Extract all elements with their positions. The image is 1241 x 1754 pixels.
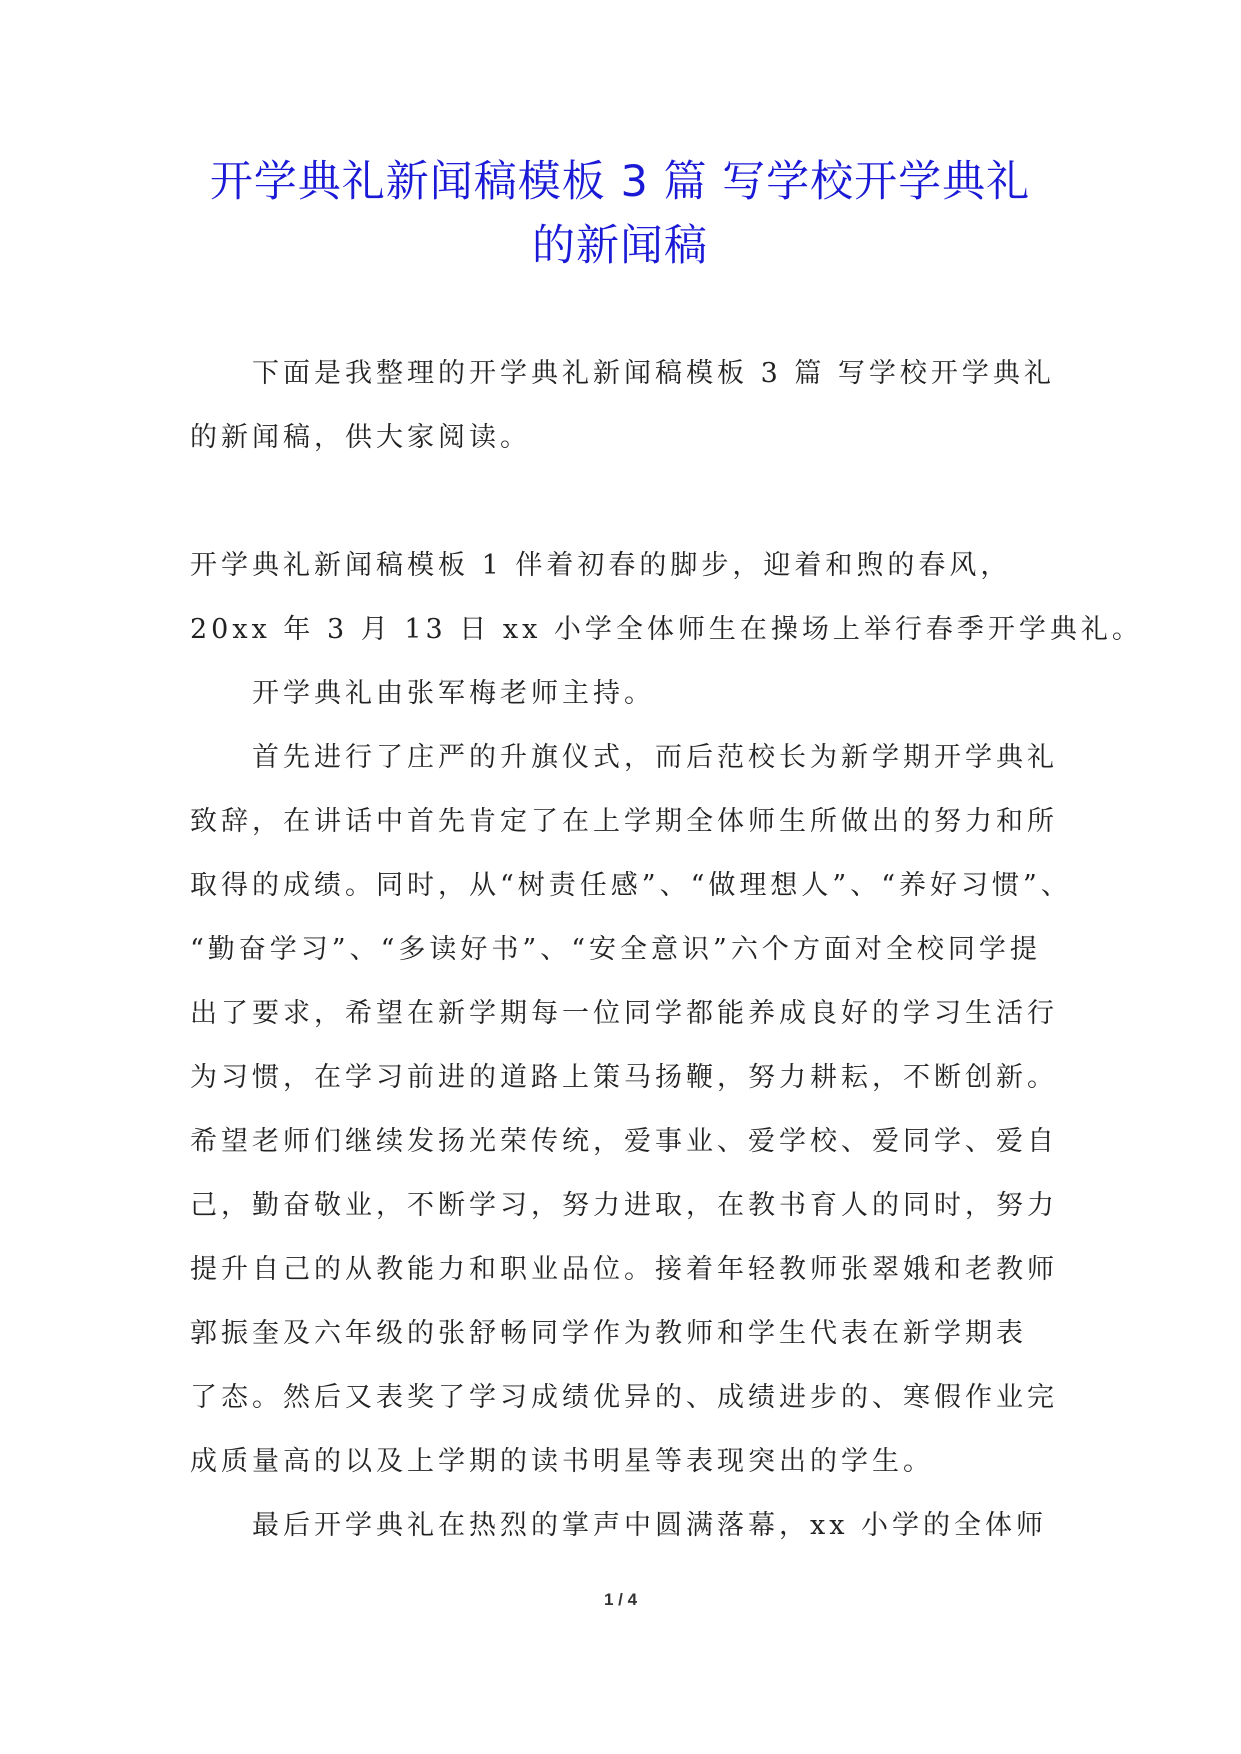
article-body — [190, 534, 1143, 1558]
document-title — [150, 150, 1090, 278]
intro-line: 下面是我整理的开学典礼新闻稿模板 3 篇 写学校开学典礼 — [252, 358, 1055, 389]
title-line-1: 开学典礼新闻稿模板 3 篇 写学校开学典礼 — [209, 157, 1031, 207]
body-line: 首先进行了庄严的升旗仪式，而后范校长为新学期开学典礼 — [252, 742, 1058, 773]
intro-paragraph — [190, 342, 1060, 470]
body-line: 了态。然后又表奖了学习成绩优异的、成绩进步的、寒假作业完 — [190, 1382, 1058, 1413]
body-line: 致辞，在讲话中首先肯定了在上学期全体师生所做出的努力和所 — [190, 806, 1058, 837]
intro-line: 的新闻稿，供大家阅读。 — [190, 422, 531, 453]
body-line: 希望老师们继续发扬光荣传统，爱事业、爱学校、爱同学、爱自 — [190, 1126, 1058, 1157]
body-line: 最后开学典礼在热烈的掌声中圆满落幕，xx 小学的全体师 — [252, 1510, 1048, 1541]
body-line: 开学典礼由张军梅老师主持。 — [252, 678, 655, 709]
body-line: 郭振奎及六年级的张舒畅同学作为教师和学生代表在新学期表 — [190, 1318, 1027, 1349]
body-line: 20xx 年 3 月 13 日 xx 小学全体师生在操场上举行春季开学典礼。 — [190, 614, 1143, 645]
body-line: “勤奋学习”、“多读好书”、“安全意识”六个方面对全校同学提 — [190, 934, 1041, 965]
body-line: 提升自己的从教能力和职业品位。接着年轻教师张翠娥和老教师 — [190, 1254, 1058, 1285]
page-number: 1 / 4 — [603, 1590, 638, 1609]
body-line: 成质量高的以及上学期的读书明星等表现突出的学生。 — [190, 1446, 934, 1477]
body-line: 己，勤奋敬业，不断学习，努力进取，在教书育人的同时，努力 — [190, 1190, 1058, 1221]
body-line: 为习惯，在学习前进的道路上策马扬鞭，努力耕耘，不断创新。 — [190, 1062, 1058, 1093]
body-line: 取得的成绩。同时，从“树责任感”、“做理想人”、“养好习惯”、 — [190, 870, 1072, 901]
title-line-2: 的新闻稿 — [532, 221, 708, 271]
body-line: 开学典礼新闻稿模板 1 伴着初春的脚步，迎着和煦的春风， — [190, 550, 1012, 581]
body-line: 出了要求，希望在新学期每一位同学都能养成良好的学习生活行 — [190, 998, 1058, 1029]
